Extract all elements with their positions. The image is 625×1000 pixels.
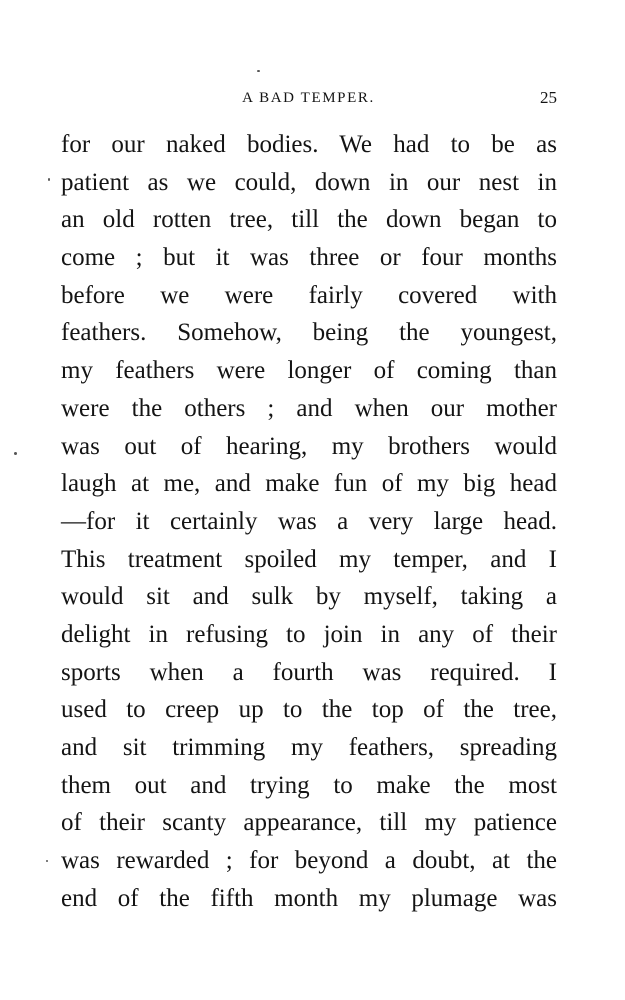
text-line: were the others ; and when our mother — [61, 394, 557, 422]
text-line: feathers. Somehow, being the youngest, — [61, 319, 557, 347]
text-line: would sit and sulk by myself, taking a — [61, 583, 557, 611]
text-line: This treatment spoiled my temper, and I — [61, 545, 557, 573]
text-line: sports when a fourth was required. I — [61, 658, 557, 686]
text-line: laugh at me, and make fun of my big head — [61, 470, 557, 498]
print-speck — [257, 70, 260, 72]
text-line: before we were fairly covered with — [61, 281, 557, 309]
text-line: an old rotten tree, till the down began to — [61, 206, 557, 234]
text-line: end of the fifth month my plumage was — [61, 884, 557, 912]
text-line: patient as we could, down in our nest in — [61, 168, 557, 196]
print-speck — [14, 452, 17, 455]
text-line: and sit trimming my feathers, spreading — [61, 734, 557, 761]
print-speck — [48, 178, 50, 181]
text-line: was out of hearing, my brothers would — [61, 432, 557, 460]
text-line: —for it certainly was a very large head. — [61, 507, 557, 535]
text-line: delight in refusing to join in any of their — [61, 620, 557, 648]
text-line: used to creep up to the top of the tree, — [61, 696, 557, 724]
running-title: A BAD TEMPER. — [242, 90, 375, 106]
text-line: come ; but it was three or four months — [61, 244, 557, 272]
text-line: was rewarded ; for beyond a doubt, at the — [61, 847, 557, 875]
text-line: for our naked bodies. We had to be as — [61, 131, 557, 158]
print-speck — [46, 860, 48, 862]
text-line: my feathers were longer of coming than — [61, 357, 557, 385]
text-line: them out and trying to make the most — [61, 771, 557, 799]
running-header — [60, 86, 557, 110]
text-line: of their scanty appearance, till my patience — [61, 809, 557, 837]
body-text — [61, 126, 557, 917]
page-number: 25 — [540, 88, 557, 107]
